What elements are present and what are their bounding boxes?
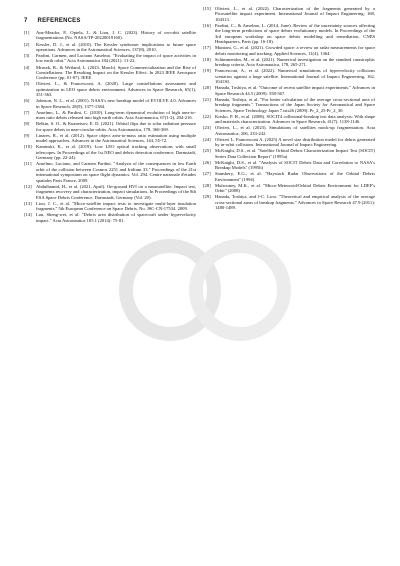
reference-text: Anz-Meador, P., Opiela, J., & Liou, J. C. (2023). History of on-orbit satellite fragmentations (No. NASA/TP-20220019160). <box>36 30 196 41</box>
reference-text: Mrusek, B., & Weiland, L. (2023, March). Space Commercialization and the Rise of Constellations: The Resulting Impact on the Kessler Effect. In 2023 IEEE Aerospace Conference (pp. 01-07). IEEE. <box>36 64 196 81</box>
reference-item <box>203 85 375 96</box>
reference-label: [21] <box>203 96 211 102</box>
reference-item <box>24 201 196 212</box>
reference-label: [7] <box>24 109 30 115</box>
reference-text: Hanada, Toshiya, et al. "Outcome of recent satellite impact experiments." Advances in Space Research 44.5 (2009): 558-567. <box>215 85 375 96</box>
reference-text: Muntoni, G., et al. (2021). Crowded space: a review on radar measurements for space debris monitoring and tracking. Applied Sciences, 11(4), 1364. <box>215 45 375 56</box>
reference-text: Anselmo, L., & Pardini, C. (2010). Long-term dynamical evolution of high area-to-mass ratio debris released into high earth orbits. Acta Astronautica, 67(1-2), 204-216. <box>36 109 196 121</box>
reference-item <box>24 81 196 97</box>
reference-text: Kaminski, K., et al. (2019). Low LEO optical tracking observations with small telescopes. In Proceedings of the 1st NEO and debris detection conference, Darmstadt, Germany (pp. 22-24). <box>36 144 196 161</box>
reference-item <box>203 6 375 22</box>
reference-label: [23] <box>203 125 211 131</box>
reference-text: Lan, Sheng-wei, et al. "Debris area distribution of spacecraft under hypervelocity impact." Acta Astronautica 105.1 (2014): 75-81. <box>36 212 196 223</box>
reference-item <box>24 212 196 223</box>
reference-item <box>203 97 375 113</box>
reference-label: [6] <box>24 98 30 104</box>
references-column-right <box>203 6 375 211</box>
reference-label: [25] <box>203 148 211 154</box>
reference-label: [22] <box>203 113 211 119</box>
references-column-left <box>24 30 196 224</box>
reference-label: [1] <box>24 30 30 35</box>
reference-label: [11] <box>24 161 32 167</box>
reference-text: Schimmerohn, M., et al. (2021). Numerical investigation on the standard catastrophic breakup criteria. Acta Astronautica, 178, 265-271. <box>215 56 375 68</box>
reference-label: [3] <box>24 53 30 58</box>
reference-text: Mulrooney, M.K., et al. "Micro-Meteoroid/Orbital Debris Environment for LDEF's Orbit" (2008) <box>215 182 375 194</box>
reference-text: Pardini, Carmen, and Luciano Anselmo. "Evaluating the impact of space activities in low earth orbit." Acta Astronautica 184 (2021): 11-22. <box>36 53 196 64</box>
reference-item <box>24 184 196 200</box>
reference-text: McKnight, D.S., et al. "Satellite Orbital Debris Characterization Impact Test (SOCIT) Series Data Collection Report" (1995a) <box>215 148 375 159</box>
reference-item <box>24 65 196 81</box>
reference-label: [24] <box>203 136 211 142</box>
reference-text: Krisko, P. H., et al. (2008). SOCIT4 collisional-breakup test data analysis: With shape and materials characterization. Advances in Space Research, 41(7), 1138-1146. <box>215 113 375 125</box>
reference-label: [19] <box>203 68 211 74</box>
reference-item <box>24 121 196 132</box>
reference-item <box>24 53 196 64</box>
watermark-logo-icon <box>110 230 300 350</box>
reference-label: [8] <box>24 121 30 127</box>
reference-label: [10] <box>24 144 32 150</box>
reference-item <box>24 161 196 183</box>
reference-item <box>203 23 375 45</box>
reference-item <box>24 30 196 41</box>
reference-text: Olivieri, L., et al. (2023). Simulations of satellites mock-up fragmentation. Acta Astronautica, 206, 233-242. <box>215 125 375 136</box>
reference-text: Johnson, N. L., et al. (2001). NASA's new breakup model of EVOLVE 4.0. Advances in Space Research, 28(9), 1377-1384. <box>36 98 196 109</box>
reference-text: McKnight, D.S., et al. "Analysis of SOCIT Debris Data and Correlation to NASA's Breakup Models" (1995b) <box>215 159 375 171</box>
reference-label: [9] <box>24 132 30 138</box>
reference-text: Francesconi, A., et al. (2022). Numerical simulations of hypervelocity collisions scenarios against a large satellite. International Journal of Impact Engineering, 162, 104130. <box>215 68 375 85</box>
reference-text: Anselmo, Luciano, and Carmen Pardini. "Analysis of the consequences in low Earth orbit of the collision between Cosmos 2251 and Iridium 33." Proceedings of the 21st international symposium on space flight dynamics. Vol. 294. Centre nationale d'etudes spatiales Paris France, 2009. <box>36 161 196 183</box>
reference-label: [28] <box>203 182 211 188</box>
section-number: 7 <box>24 18 28 24</box>
section-title: REFERENCES <box>37 18 81 24</box>
reference-text: Stansbery, E.G., et al. "Haystack Radar Observations of the Orbital Debris Environment" (1994) <box>215 171 375 182</box>
reference-label: [20] <box>203 85 211 91</box>
reference-text: Belkin, S. O., & Kuznetsov, E. D. (2021). Orbital flips due to solar radiation pressure for space debris in near-circular orbits. Acta Astronautica, 178, 360-369. <box>36 121 196 132</box>
reference-item <box>203 183 375 194</box>
reference-item <box>203 45 375 56</box>
reference-label: [27] <box>203 171 211 177</box>
reference-item <box>203 148 375 159</box>
reference-text: Pardini, C., & Anselmo, L. (2014, June). Review of the uncertainty sources affecting the long-term predictions of space debris evolutionary models. In Proceedings of the 3rd european workshop on space debris modelling and remediation, CNES Headquarters, Paris (pp. 16-18). <box>215 22 375 45</box>
reference-label: [17] <box>203 45 211 51</box>
reference-text: Hanada, Toshiya, and J-C. Liou. "Theoretical and empirical analysis of the average cross-sectional areas of breakup fragments." Advances in Space Research 47.9 (2011): 1480-1489. <box>215 194 375 211</box>
reference-item <box>203 194 375 210</box>
reference-label: [4] <box>24 64 30 70</box>
reference-text: Olivieri, L., & Francesconi, A. (2020). Large constellations assessment and optimization in LEO space debris environment. Advances in Space Research, 65(1), 351-363. <box>36 81 196 98</box>
reference-item <box>203 68 375 84</box>
reference-item <box>24 133 196 144</box>
reference-label: [12] <box>24 183 32 189</box>
reference-item <box>203 57 375 68</box>
reference-label: [26] <box>203 159 211 165</box>
reference-label: [14] <box>24 212 32 218</box>
reference-text: Liou, J. C., et al. "Micro-satellite impact tests to investigate multi-layer insulation fragments." 5th European Conference on Space Debris. No. JSC-CN-17534. 2009. <box>36 200 196 212</box>
reference-item <box>203 171 375 182</box>
reference-label: [13] <box>24 200 32 206</box>
section-heading <box>24 18 81 24</box>
reference-text: Hanada, Toshiya, et al. "For better calculation of the average cross-sectional area of breakup fragments." Transactions of the Japan Society for Aeronautical and Space Sciences, Space Technology Japan 7.ists26 (2009): Pr_2_25-Pr_2_30. <box>215 96 375 113</box>
reference-text: Olivieri, L., et al. (2022). Characterization of the fragments generated by a Picosatellite impact experiment. International Journal of Impact Engineering, 168, 104313. <box>215 6 375 22</box>
reference-label: [15] <box>203 6 211 11</box>
reference-item <box>24 98 196 109</box>
reference-item <box>203 114 375 125</box>
reference-text: Kessler, D. J., et al. (2010). The Kessler syndrome: implications to future space operations. Advances in the Astronautical Sciences, 137(8), 2010. <box>36 41 196 52</box>
reference-item <box>203 137 375 148</box>
reference-text: Linares, R., et al. (2012). Space object area-to-mass ratio estimation using multiple model approaches. Advances in the Astronautical Sciences, 144, 55-72. <box>36 132 196 144</box>
reference-item <box>203 125 375 136</box>
reference-label: [5] <box>24 81 30 87</box>
reference-label: [16] <box>203 22 211 28</box>
reference-item <box>24 144 196 160</box>
reference-text: Olivieri L, Francesconi A. (2025) A novel size distribution model for debris generated by in-orbit collisions. International Journal of Impact Engineering. <box>215 136 375 148</box>
reference-item <box>24 110 196 121</box>
reference-label: [18] <box>203 56 211 62</box>
reference-label: [29] <box>203 194 211 200</box>
reference-item <box>203 160 375 171</box>
reference-text: Abdulhamid, H., et al. (2021, April). On-ground HVI on a nanosatellite. Impact test, fragments recovery and characterization, impact simulations. In Proceedings of the 8th ESA Space Debris Conference, Darmstadt, Germany (Vol. 20). <box>36 183 196 200</box>
reference-item <box>24 42 196 53</box>
reference-label: [2] <box>24 41 30 47</box>
